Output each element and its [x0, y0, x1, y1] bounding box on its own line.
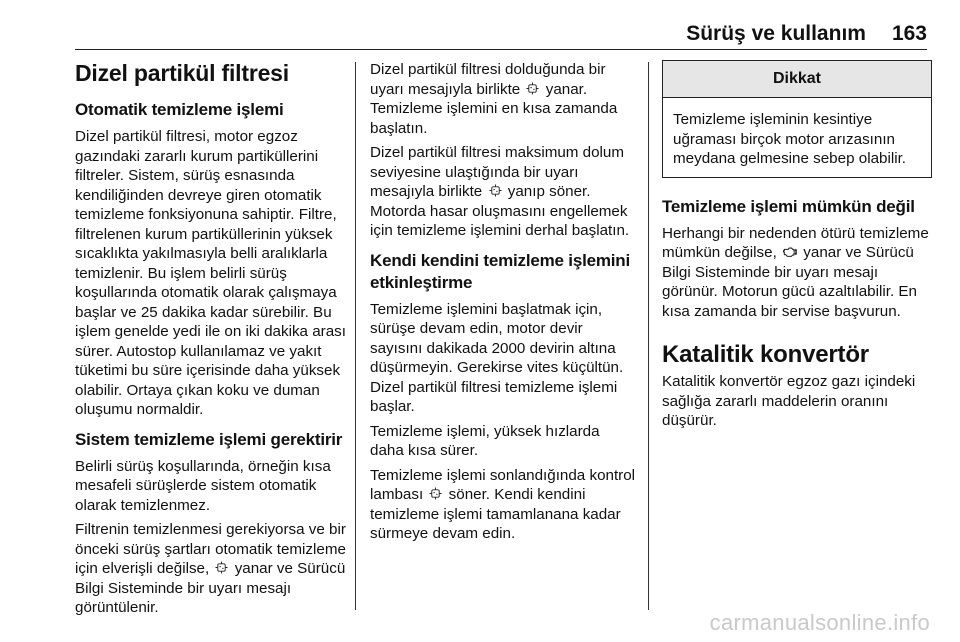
subheading: Otomatik temizleme işlemi [75, 100, 284, 119]
diesel-particulate-filter-icon [429, 487, 442, 500]
caution-title: Dikkat [663, 61, 931, 98]
watermark: carmanualsonline.info [709, 610, 930, 635]
caution-text: Temizleme işleminin kesintiye uğraması birçok motor arızasının meydana gelmesine sebep olabilir. [673, 111, 907, 167]
subheading: Temizleme işlemi mümkün değil [662, 196, 915, 216]
column-divider [648, 62, 649, 610]
text-span: Temizleme işlemi sonlandığında kontrol lambası [370, 466, 636, 503]
paragraph: Dizel partikül filtresi, motor egzoz gazındaki zararlı kurum partiküllerini filtreler. Sistem, sürüş esnasında kendiliğinden devreye giren otomatik temizleme fonksiyonuna sahiptir. Filtre, filtrelenen kurum partiküllerinin yüksek sıcaklıkta yakılmasıyla belli aralıklarla temizlenir. Bu işlem belirli sürüş koşullarında otomatik olarak çalışmaya başlar ve 25 dakika kadar sürebilir. Bu işlem genelde yedi ile on iki dakika arası sürer. Autostop kullanılamaz ve yakıt tüketimi bu süre içerisinde daha yüksek olabilir. Ortaya çıkan koku ve duman oluşumu normaldir. [75, 128, 346, 418]
paragraph [662, 224, 932, 322]
column-right [662, 60, 932, 436]
page-number: 163 [891, 22, 927, 45]
paragraph: Temizleme işlemi, yüksek hızlarda daha kısa sürer. [370, 422, 600, 459]
page-header [75, 22, 927, 50]
caution-box [662, 60, 932, 178]
subheading: Kendi kendini temizleme işlemini etkinleştirme [370, 250, 631, 292]
section-heading: Dizel partikül filtresi [75, 60, 289, 86]
paragraph [370, 60, 636, 138]
text-span: yanıp söner. Motorda hasar oluşmasını engellemek için temizleme işlemini derhal başlatın. [370, 183, 630, 239]
text-span: Dizel partikül filtresi maksimum dolum seviyesine ulaştığında bir uyarı mesajıyla birlikte [370, 144, 625, 200]
paragraph [75, 520, 346, 618]
header-divider [75, 49, 927, 50]
text-span: söner. Kendi kendini temizleme işlemi tamamlanana kadar sürmeye devam edin. [370, 486, 621, 542]
section-title: Sürüş ve kullanım [686, 22, 866, 45]
column-middle [370, 60, 636, 549]
column-left [75, 60, 346, 623]
paragraph [370, 143, 636, 241]
paragraph [370, 466, 636, 544]
paragraph: Belirli sürüş koşullarında, örneğin kısa mesafeli sürüşlerde sistem otomatik olarak temizlenmez. [75, 457, 331, 514]
diesel-particulate-filter-icon [526, 82, 539, 95]
engine-service-icon [783, 245, 797, 259]
text-span: Dizel partikül filtresi dolduğunda bir uyarı mesajıyla birlikte [370, 61, 606, 98]
text-span: yanar ve Sürücü Bilgi Sisteminde bir uyarı mesajı görünür. Motorun gücü azaltılabilir. En kısa zamanda bir servise başvurun. [662, 244, 917, 320]
text-span: Herhangi bir nedenden ötürü temizleme mümkün değilse, [662, 224, 929, 261]
text-span: Filtrenin temizlenmesi gerekiyorsa ve bir önceki sürüş şartları otomatik temizleme için elverişli değilse, [75, 521, 346, 577]
paragraph: Temizleme işlemini başlatmak için, sürüşe devam edin, motor devir sayısını dakikada 2000 devirin altına düşürmeyin. Gerekirse vites küçültün. Dizel partikül filtresi temizleme işlemi başlar. [370, 300, 624, 415]
text-span: yanar. Temizleme işlemini en kısa zamanda başlatın. [370, 80, 618, 137]
diesel-particulate-filter-icon [489, 184, 502, 197]
text-span: yanar ve Sürücü Bilgi Sisteminde bir uyarı mesajı görüntülenir. [75, 560, 346, 616]
paragraph: Katalitik konvertör egzoz gazı içindeki sağlığa zararlı maddelerin oranını düşürür. [662, 373, 916, 429]
diesel-particulate-filter-icon [215, 561, 228, 574]
column-divider [355, 62, 356, 610]
section-heading: Katalitik konvertör [662, 341, 869, 368]
subheading: Sistem temizleme işlemi gerektirir [75, 429, 343, 449]
